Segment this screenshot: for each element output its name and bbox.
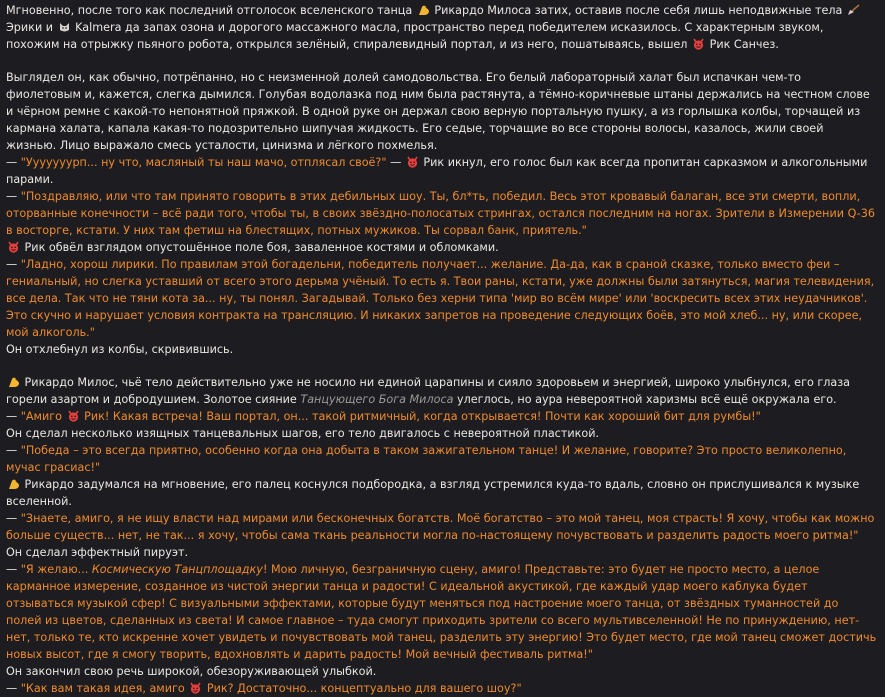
italic-text: Космическую Танцплощадку xyxy=(91,563,263,576)
paragraph-description xyxy=(6,69,877,154)
quote: "Ууууууурп... ну что, масляный ты наш мачо, отплясал своё?" xyxy=(20,156,387,169)
quote: "Амиго xyxy=(20,410,66,423)
dialogue-line xyxy=(6,561,877,663)
quote: "Ладно, хорош лирики. По правилам этой богадельни, победитель получает... желание. Да-да, как в сраной сказке, только вместо феи – гениальный, но слегка уставший от всего этого дерьма учёный. То есть я. Твои раны, кстати, уже должны были затянуться, магия телевидения, все дела. Так что не тяни кота за... ну, ты понял. Загадывай. Только без херни типа 'мир во всём мире' или 'воскресить всех этих неудачников'. Это скучно и нарушает условия контракта на трансляцию. И никаких запретов на проведение следующих боёв, это мой хлеб... ну, или скорее, мой алкоголь." xyxy=(6,258,875,339)
dialogue-line xyxy=(6,408,877,425)
text: Рикардо Милос, чьё тело действительно уже не носило ни единой царапины и сияло здоровьем и энергией, широко улыбнулся, его глаза горели азартом и добродушием. Золотое сияние xyxy=(6,376,851,406)
text: — xyxy=(6,512,21,525)
text: — xyxy=(6,444,21,457)
quote: Рик! Какая встреча! Ваш портал, он... такой ритмичный, когда открывается! Почти как хороший бит для румбы!" xyxy=(80,410,761,423)
quote: "Как вам такая идея, амиго xyxy=(20,682,189,695)
broom-emoji xyxy=(847,4,860,16)
dialogue-line xyxy=(6,256,877,341)
paragraph-intro xyxy=(6,2,877,53)
text: Выглядел он, как обычно, потрёпанно, но с неизменной долей самодовольства. Его белый лабораторный халат был испачкан чем-то фиолетовым и, кажется, слегка дымился. Голубая водолазка под ним была растянута, а тёмно-коричневые штаны держались на честном слове и чёрном ремне с какой-то непонятной пряжкой. В одной руке он держал свою верную портальную пушку, а из горлышка колбы, торчащей из кармана халата, капала какая-то подозрительно шипучая жидкость. Его седые, торчащие во все стороны волосы, казалось, жили своей жизнью. Лицо выражало смесь усталости, цинизма и лёгкого похмелья. xyxy=(6,71,870,152)
smiling-devil-emoji xyxy=(7,241,20,253)
text: Рик обвёл взглядом опустошённое поле боя, заваленное костями и обломками. xyxy=(21,241,499,254)
text: Он закончил свою речь широкой, обезоруживающей улыбкой. xyxy=(6,665,377,678)
muscle-emoji xyxy=(7,478,20,490)
text: — xyxy=(386,156,405,169)
text: Рик Санчез. xyxy=(706,38,779,51)
text: "Я желаю... xyxy=(20,563,92,576)
text: Рик икнул, его голос был как всегда пропитан сарказмом и алкогольными парами. xyxy=(6,156,868,186)
text: Мгновенно, после того как последний отголосок вселенского танца xyxy=(6,4,416,17)
muscle-emoji xyxy=(7,376,20,388)
text: улеглось, но аура невероятной харизмы всё ещё окружала его. xyxy=(453,393,837,406)
text: — xyxy=(6,258,21,271)
text: — xyxy=(6,410,21,423)
quote xyxy=(6,563,876,661)
dialogue-line xyxy=(6,188,877,239)
dialogue-line xyxy=(6,442,877,476)
text: Kalmera да запах озона и дорогого массажного масла, пространство перед победителем исказилось. С характерным звуком, похожим на отрыжку пьяного робота, открылся зелёный, спиралевидный портал, и из него, пошатываясь, вышел xyxy=(6,21,824,51)
cat-emoji xyxy=(58,21,71,33)
dialogue-line xyxy=(6,510,877,544)
smiling-devil-emoji xyxy=(67,410,80,422)
text: ! Мою личную, безграничную сцену, амиго! Представьте: это будет не просто место, а целое карманное измерение, созданное из чистой энергии танца и радости! С идеальной акустикой, где каждый удар моего каблука будет отзываться музыкой сфер! С визуальными эффектами, которые будут меняться под настроение моего танца, от звёздных туманностей до полей из цветов, сделанных из света! И самое главное – туда смогут приходить зрители со всего мультивселенной! Не по принуждению, нет-нет, только те, кто искренне хочет увидеть и почувствовать мой танец, разделить эту энергию! Это будет место, где мой танец сможет достичь новых высот, где я смогу творить, вдохновлять и дарить радость! Мой вечный фестиваль ритма!" xyxy=(6,563,877,661)
text: Рикардо Милоса затих, оставив после себя лишь неподвижные тела xyxy=(430,4,846,17)
narration-line xyxy=(6,341,877,358)
quote: "Поздравляю, или что там принято говорить в этих дебильных шоу. Ты, бл*ть, победил. Весь этот кровавый балаган, все эти смерти, вопли, оторванные конечности – всё ради того, чтобы ты, в своих звёздно-полосатых стрингах, остался последним на ногах. Зрители в Измерении Q-36 в восторге, кстати. У них там фетиш на блестящих, потных мужиков. Ты сорвал банк, приятель." xyxy=(6,190,875,237)
text: Он сделал несколько изящных танцевальных шагов, его тело двигалось с невероятной пластикой. xyxy=(6,427,600,440)
text: — xyxy=(6,563,21,576)
narration-line xyxy=(6,544,877,561)
smiling-devil-emoji xyxy=(406,156,419,168)
narration-line xyxy=(6,374,877,408)
smiling-devil-emoji xyxy=(692,38,705,50)
quote: "Победа – это всегда приятно, особенно когда она добыта в таком зажигательном танце! И желание, говорите? Это просто великолепно, мучас грасиас!" xyxy=(6,444,847,474)
narration-line xyxy=(6,476,877,510)
text: — xyxy=(6,156,21,169)
italic-text: Танцующего Бога Милоса xyxy=(300,393,454,406)
text: — xyxy=(6,682,21,695)
dialogue-line xyxy=(6,154,877,188)
quote: "Знаете, амиго, я не ищу власти над мирами или бесконечных богатств. Моё богатство – это мой танец, моя страсть! Я хочу, чтобы как можно больше существ... нет, не так... я хочу, чтобы сама ткань реальности могла по-настоящему почувствовать и разделить радость моего ритма!" xyxy=(6,512,875,542)
narration-line xyxy=(6,663,877,680)
text: Он отхлебнул из колбы, скривившись. xyxy=(6,343,234,356)
narration-line xyxy=(6,425,877,442)
quote: Рик? Достаточно... концептуально для вашего шоу?" xyxy=(203,682,522,695)
muscle-emoji xyxy=(417,4,430,16)
dialogue-line xyxy=(6,680,877,697)
text: Эрики и xyxy=(6,21,57,34)
narration-line xyxy=(6,239,877,256)
text: — xyxy=(6,190,21,203)
smiling-devil-emoji xyxy=(189,682,202,694)
text: Он сделал эффектный пируэт. xyxy=(6,546,189,559)
text: Рикардо задумался на мгновение, его палец коснулся подбородка, а взгляд устремился куда-то вдаль, словно он прислушивался к музыке вселенной. xyxy=(6,478,860,508)
